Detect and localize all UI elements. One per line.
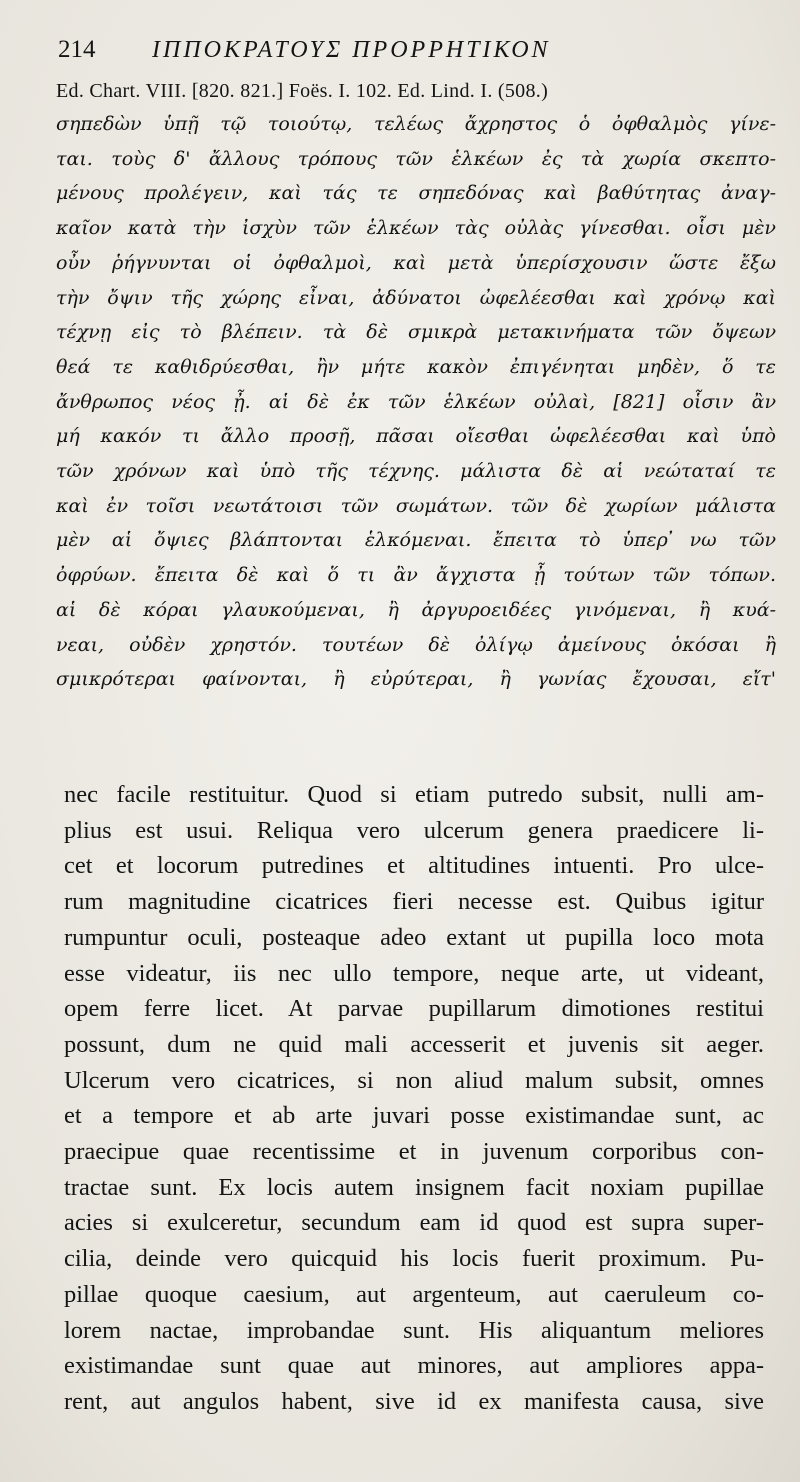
latin-text-line: possunt, dum ne quid mali accesserit et juvenis sit aeger. bbox=[64, 1030, 764, 1058]
greek-text-line: τὴν ὄψιν τῆς χώρης εἶναι, ἀδύνατοι ὠφελέεσθαι καὶ χρόνῳ καὶ bbox=[56, 286, 776, 309]
latin-translation-block bbox=[64, 777, 764, 1420]
greek-text-line: μένους προλέγειν, καὶ τάς τε σηπεδόνας καὶ βαθύτητας ἀναγ- bbox=[56, 182, 776, 205]
greek-text-line: ὀφρύων. ἔπειτα δὲ καὶ ὅ τι ἂν ἄγχιστα ᾖ τούτων τῶν τόπων. bbox=[56, 564, 776, 587]
greek-text-line: τέχνῃ εἰς τὸ βλέπειν. τὰ δὲ σμικρὰ μετακινήματα τῶν ὄψεων bbox=[56, 321, 776, 344]
greek-text-line: ται. τοὺς δ' ἄλλους τρόπους τῶν ἑλκέων ἐς τὰ χωρία σκεπτο- bbox=[56, 147, 776, 170]
greek-text-line: μή κακόν τι ἄλλο προσῇ, πᾶσαι οἴεσθαι ὠφελέεσθαι καὶ ὑπὸ bbox=[56, 425, 776, 448]
latin-text-line: lorem nactae, improbandae sunt. His aliquantum meliores bbox=[64, 1316, 764, 1344]
latin-text-line: cilia, deinde vero quicquid his locis fuerit proximum. Pu- bbox=[64, 1245, 764, 1273]
latin-text-line: rum magnitudine cicatrices fieri necesse est. Quibus igitur bbox=[64, 888, 764, 916]
latin-text-line: rent, aut angulos habent, sive id ex manifesta causa, sive bbox=[64, 1387, 764, 1415]
latin-text-line: existimandae sunt quae aut minores, aut ampliores appa- bbox=[64, 1352, 764, 1380]
greek-text-line: νεαι, οὐδὲν χρηστόν. τουτέων δὲ ὀλίγῳ ἀμείνους ὁκόσαι ἢ bbox=[56, 633, 776, 656]
latin-text-line: Ulcerum vero cicatrices, si non aliud malum subsit, omnes bbox=[64, 1066, 764, 1094]
latin-text-line: acies si exulceretur, secundum eam id quod est supra super- bbox=[64, 1209, 764, 1237]
page-header bbox=[58, 36, 758, 72]
greek-text-block bbox=[56, 107, 776, 697]
greek-text-line: ἄνθρωπος νέος ᾖ. αἱ δὲ ἐκ τῶν ἑλκέων οὐλαὶ, [821] οἷσιν ἂν bbox=[56, 390, 776, 413]
greek-text-line: οὖν ῥήγνυνται οἱ ὀφθαλμοὶ, καὶ μετὰ ὑπερίσχουσιν ὥστε ἔξω bbox=[56, 251, 776, 274]
greek-text-line: αἱ δὲ κόραι γλαυκούμεναι, ἢ ἀργυροειδέες γινόμεναι, ἢ κυά- bbox=[56, 598, 776, 621]
latin-text-line: praecipue quae recentissime et in juvenum corporibus con- bbox=[64, 1138, 764, 1166]
latin-text-line: pillae quoque caesium, aut argenteum, aut caeruleum co- bbox=[64, 1280, 764, 1308]
page-number: 214 bbox=[58, 36, 96, 63]
greek-text-line: τῶν χρόνων καὶ ὑπὸ τῆς τέχνης. μάλιστα δὲ αἱ νεώταταί τε bbox=[56, 460, 776, 483]
latin-text-line: tractae sunt. Ex locis autem insignem facit noxiam pupillae bbox=[64, 1173, 764, 1201]
latin-text-line: rumpuntur oculi, posteaque adeo extant ut pupilla loco mota bbox=[64, 923, 764, 951]
greek-text-line: σμικρότεραι φαίνονται, ἢ εὐρύτεραι, ἢ γωνίας ἔχουσαι, εἴτ' bbox=[56, 668, 776, 691]
greek-text-line: σηπεδὼν ὑπῇ τῷ τοιούτῳ, τελέως ἄχρηστος ὁ ὀφθαλμὸς γίνε- bbox=[56, 113, 776, 135]
latin-text-line: nec facile restituitur. Quod si etiam putredo subsit, nulli am- bbox=[64, 781, 764, 808]
greek-text-line: καῖον κατὰ τὴν ἰσχὺν τῶν ἑλκέων τὰς οὐλὰς γίνεσθαι. οἷσι μὲν bbox=[56, 217, 776, 240]
latin-text-line: opem ferre licet. At parvae pupillarum dimotiones restitui bbox=[64, 995, 764, 1023]
greek-text-line: μὲν αἱ ὄψιες βλάπτονται ἑλκόμεναι. ἔπειτα τὸ ὑπερ ̓νω τῶν bbox=[56, 529, 776, 552]
running-title: ΙΠΠΟΚΡΑΤΟΥΣ ΠΡΟΡΡΗΤΙΚΟΝ bbox=[152, 37, 551, 63]
latin-text-line: esse videatur, iis nec ullo tempore, neque arte, ut videant, bbox=[64, 959, 764, 987]
latin-text-line: et a tempore et ab arte juvari posse existimandae sunt, ac bbox=[64, 1102, 764, 1130]
greek-text-line: θεά τε καθιδρύεσθαι, ἢν μήτε κακὸν ἐπιγένηται μηδὲν, ὅ τε bbox=[56, 355, 776, 378]
greek-text-line: καὶ ἐν τοῖσι νεωτάτοισι τῶν σωμάτων. τῶν δὲ χωρίων μάλιστα bbox=[56, 494, 776, 517]
latin-text-line: cet et locorum putredines et altitudines intuenti. Pro ulce- bbox=[64, 852, 764, 880]
edition-reference-line: Ed. Chart. VIII. [820. 821.] Foës. I. 102. Ed. Lind. I. (508.) bbox=[56, 80, 549, 102]
latin-text-line: plius est usui. Reliqua vero ulcerum genera praedicere li- bbox=[64, 816, 764, 844]
